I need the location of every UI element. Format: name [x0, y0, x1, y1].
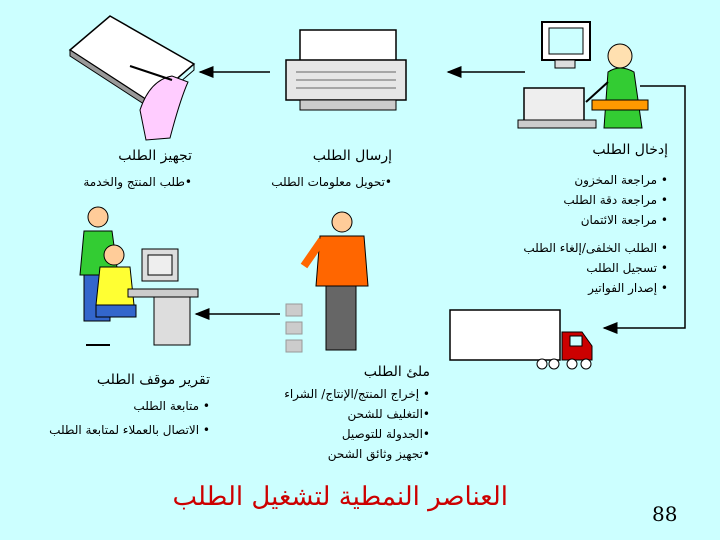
- step-status-title: تقرير موقف الطلب: [96, 372, 210, 388]
- step-entry-item: • مراجعة المخزون: [523, 170, 668, 190]
- step-status-item: • الاتصال بالعملاء لمتابعة الطلب: [49, 423, 210, 437]
- step-fill-item: •تجهيز وثائق الشحن: [327, 447, 430, 461]
- step-entry-item: • إصدار الفواتير: [523, 278, 668, 298]
- step-entry-title: إدخال الطلب: [592, 142, 668, 158]
- step-entry-item: • تسجيل الطلب: [523, 258, 668, 278]
- step-transmit-item: •تحويل معلومات الطلب: [271, 175, 392, 189]
- step-transmit-title: إرسال الطلب: [312, 148, 392, 164]
- step-prepare: [83, 148, 192, 192]
- step-status-item: • متابعة الطلب: [133, 399, 210, 413]
- step-fill-item: •التغليف للشحن: [347, 407, 430, 421]
- step-transmit: [271, 148, 392, 192]
- page-number: 88: [652, 502, 678, 526]
- step-entry-item: • مراجعة دقة الطلب: [523, 190, 668, 210]
- step-entry-item: • الطلب الخلفى/إلغاء الطلب: [523, 238, 668, 258]
- slide-title: العناصر النمطية لتشغيل الطلب: [172, 482, 508, 512]
- truck-icon: [448, 308, 598, 374]
- computer-user-icon: [500, 16, 650, 141]
- step-fill-item: • إخراج المنتج/الإنتاج/ الشراء: [284, 387, 430, 401]
- business-people-computer-icon: [66, 205, 206, 355]
- step-fill: [284, 364, 430, 464]
- step-status: [49, 372, 210, 440]
- step-prepare-title: تجهيز الطلب: [118, 148, 192, 164]
- step-entry: [523, 142, 668, 298]
- printer-icon: [280, 24, 420, 124]
- step-fill-title: ملئ الطلب: [363, 364, 430, 380]
- step-prepare-item: •طلب المنتج والخدمة: [83, 175, 192, 189]
- man-phone-icon: [300, 210, 380, 360]
- document-stack-icon: [284, 302, 310, 362]
- writing-hand-icon: [60, 10, 200, 145]
- step-entry-item: • مراجعة الائتمان: [523, 210, 668, 230]
- step-fill-item: •الجدولة للتوصيل: [341, 427, 430, 441]
